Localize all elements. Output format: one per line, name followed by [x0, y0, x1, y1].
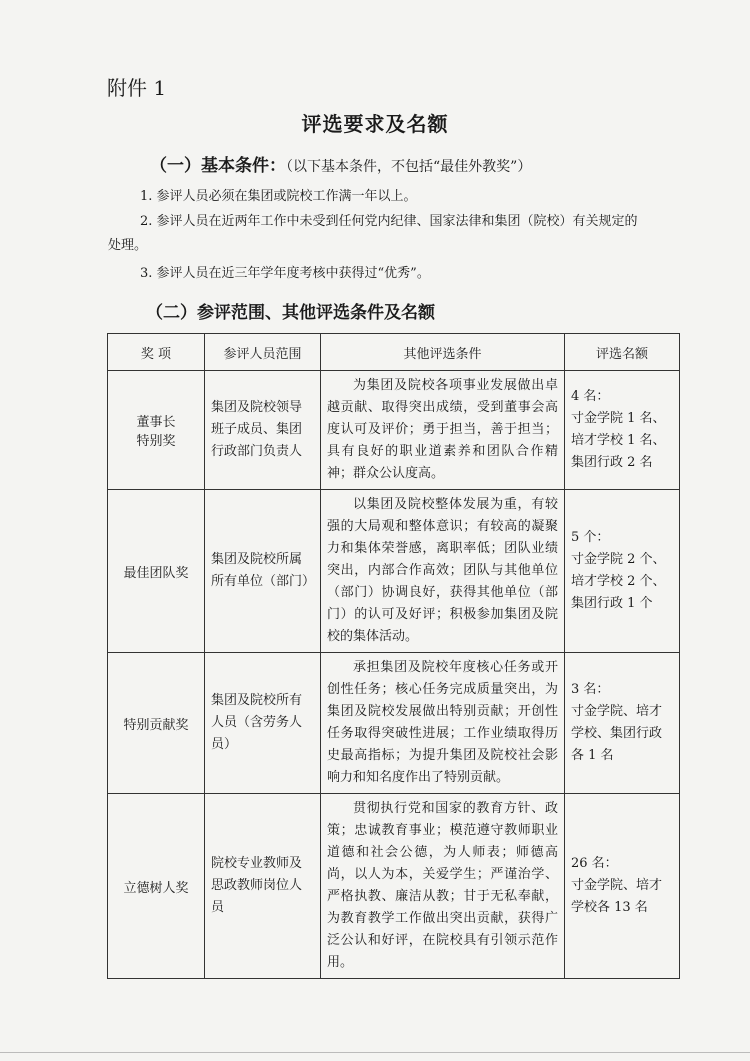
award-scope: 集团及院校所有人员（含劳务人员） — [205, 653, 321, 794]
award-name: 特别贡献奖 — [108, 653, 205, 794]
award-conditions: 以集团及院校整体发展为重，有较强的大局观和整体意识；有较高的凝聚力和集体荣誉感，离职率低；团队业绩突出，内部合作高效；团队与其他单位（部门）协调良好，获得其他单位（部门）的认可及好评；积极参加集团及院校的集体活动。 — [321, 490, 565, 653]
attachment-label: 附件 1 — [107, 76, 167, 100]
section2-heading: （二）参评范围、其他评选条件及名额 — [146, 303, 435, 323]
header-award: 奖 项 — [108, 334, 205, 371]
header-quota: 评选名额 — [565, 334, 680, 371]
award-quota: 4 名： 寸金学院 1 名、培才学校 1 名、集团行政 2 名 — [565, 371, 680, 490]
basic-condition-3: 3. 参评人员在近三年学年度考核中获得过“优秀”。 — [140, 266, 430, 281]
table-header-row — [108, 334, 680, 371]
award-quota: 5 个： 寸金学院 2 个、培才学校 2 个、集团行政 1 个 — [565, 490, 680, 653]
table-row — [108, 794, 680, 979]
award-conditions: 贯彻执行党和国家的教育方针、政策；忠诚教育事业；模范遵守教师职业道德和社会公德，为人师表；师德高尚，以人为本，关爱学生；严谨治学、严格执教、廉洁从教；甘于无私奉献，为教育教学工作做出突出贡献，获得广泛公认和好评，在院校具有引领示范作用。 — [321, 794, 565, 979]
header-scope: 参评人员范围 — [205, 334, 321, 371]
basic-condition-2: 2. 参评人员在近两年工作中未受到任何党内纪律、国家法律和集团（院校）有关规定的 — [140, 214, 638, 229]
header-conditions: 其他评选条件 — [321, 334, 565, 371]
award-conditions: 承担集团及院校年度核心任务或开创性任务；核心任务完成质量突出，为集团及院校发展做出特别贡献；开创性任务取得突破性进展；工作业绩取得历史最高指标；为提升集团及院校社会影响力和知名度作出了特别贡献。 — [321, 653, 565, 794]
table-row — [108, 371, 680, 490]
page-title: 评选要求及名额 — [301, 112, 449, 136]
award-quota: 26 名： 寸金学院、培才学校各 13 名 — [565, 794, 680, 979]
award-conditions: 为集团及院校各项事业发展做出卓越贡献、取得突出成绩，受到董事会高度认可及评价；勇于担当，善于担当；具有良好的职业道素养和团队合作精神；群众公认度高。 — [321, 371, 565, 490]
basic-condition-1: 1. 参评人员必须在集团或院校工作满一年以上。 — [140, 189, 417, 204]
awards-table — [107, 333, 680, 979]
section1-heading-text: （一）基本条件： — [150, 156, 286, 176]
table-row — [108, 653, 680, 794]
award-scope: 集团及院校所属所有单位（部门） — [205, 490, 321, 653]
award-scope: 院校专业教师及思政教师岗位人员 — [205, 794, 321, 979]
award-name: 最佳团队奖 — [108, 490, 205, 653]
table-row — [108, 490, 680, 653]
award-name: 董事长 特别奖 — [108, 371, 205, 490]
section1-heading — [150, 151, 531, 176]
section1-note: （以下基本条件，不包括“最佳外教奖”） — [286, 159, 532, 175]
basic-condition-2-cont: 处理。 — [108, 238, 148, 253]
award-scope: 集团及院校领导班子成员、集团行政部门负责人 — [205, 371, 321, 490]
scan-edge-divider — [0, 1052, 750, 1053]
award-quota: 3 名： 寸金学院、培才学校、集团行政各 1 名 — [565, 653, 680, 794]
award-name: 立德树人奖 — [108, 794, 205, 979]
